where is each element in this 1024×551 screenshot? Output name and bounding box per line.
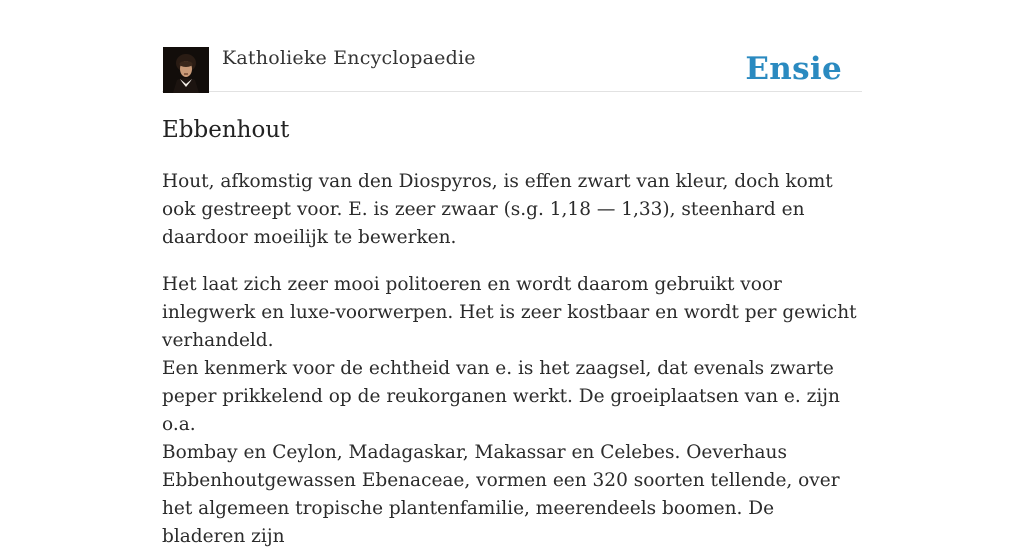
site-header [162,0,862,92]
portrait-icon [163,47,209,93]
ensie-logo[interactable]: Ensie [745,51,842,87]
article-paragraph: Bombay en Ceylon, Madagaskar, Makassar en Celebes. Oeverhaus Ebbenhoutgewassen Ebenaceae, vormen een 320 soorten tellende, over het algemeen tropische plantenfamilie, meerendeels boomen. De bladeren zijn [162,442,840,547]
site-name[interactable]: Katholieke Encyclopaedie [222,47,476,69]
article-title: Ebbenhout [162,117,290,143]
page [162,0,862,547]
portrait-avatar[interactable] [163,47,209,93]
article-paragraph: Een kenmerk voor de echtheid van e. is het zaagsel, dat evenals zwarte peper prikkelend op de reukorganen werkt. De groeiplaatsen van e. zijn o.a. [162,358,840,435]
article-paragraph: Hout, afkomstig van den Diospyros, is effen zwart van kleur, doch komt ook gestreept voor. E. is zeer zwaar (s.g. 1,18 — 1,33), steenhard en daardoor moeilijk te bewerken. [162,171,833,248]
article-paragraph: Het laat zich zeer mooi politoeren en wordt daarom gebruikt voor inlegwerk en luxe-voorwerpen. Het is zeer kostbaar en wordt per gewicht verhandeld. [162,274,857,351]
